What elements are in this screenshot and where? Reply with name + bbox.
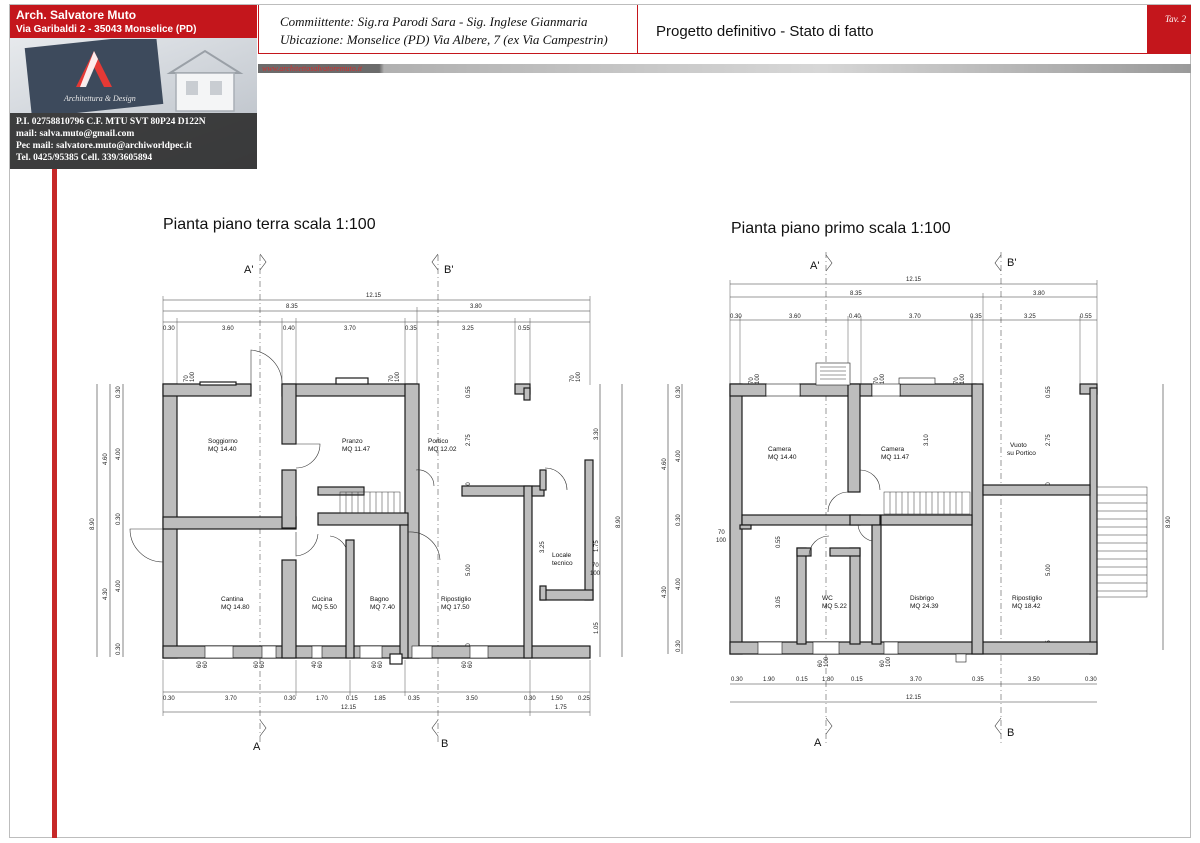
svg-text:8.35: 8.35 [850, 291, 862, 297]
svg-text:3.05: 3.05 [776, 596, 782, 608]
svg-text:3.10: 3.10 [924, 434, 930, 446]
svg-text:0.40: 0.40 [849, 314, 861, 320]
svg-text:100: 100 [716, 538, 727, 544]
ground-walls [163, 378, 593, 664]
room-name: Soggiorno [208, 438, 238, 445]
svg-text:0.55: 0.55 [1080, 314, 1092, 320]
svg-text:100: 100 [824, 656, 830, 667]
svg-text:0.55: 0.55 [518, 326, 530, 332]
room-name: Camera [768, 446, 792, 453]
room-area: MQ 12.02 [428, 446, 457, 453]
room-area: MQ 5.22 [822, 603, 847, 610]
svg-text:12.15: 12.15 [906, 695, 922, 701]
ground-floor-plan [90, 254, 622, 753]
room-area: MQ 18.42 [1012, 603, 1041, 610]
website-link[interactable]: www.architettosalvatoremuto.it [262, 64, 363, 73]
room-name: Ripostiglio [1012, 595, 1042, 602]
svg-text:0.30: 0.30 [284, 696, 296, 702]
svg-text:60: 60 [254, 661, 260, 668]
room-area: MQ 17.50 [441, 604, 470, 611]
studio-name: Arch. Salvatore Muto [16, 8, 137, 22]
svg-text:4.30: 4.30 [103, 588, 109, 600]
room-area: MQ 11.47 [342, 446, 371, 453]
contact-vat: P.I. 02758810796 C.F. MTU SVT 80P24 D122N [16, 117, 206, 127]
studio-address: Via Garibaldi 2 - 35043 Monselice (PD) [16, 24, 197, 35]
svg-text:0.25: 0.25 [578, 696, 590, 702]
ground-floor-title: Pianta piano terra scala 1:100 [163, 216, 376, 233]
svg-text:1.90: 1.90 [763, 677, 775, 683]
svg-text:70: 70 [570, 375, 576, 382]
svg-text:1.75: 1.75 [594, 540, 600, 552]
section-mark: A [814, 737, 822, 749]
section-mark: B' [1007, 257, 1017, 269]
svg-text:1.50: 1.50 [551, 696, 563, 702]
room-area: MQ 14.80 [221, 604, 250, 611]
svg-text:3.70: 3.70 [909, 314, 921, 320]
svg-text:100: 100 [886, 656, 892, 667]
svg-text:12.15: 12.15 [366, 293, 382, 299]
svg-text:0.30: 0.30 [116, 386, 122, 398]
svg-text:100: 100 [590, 571, 601, 577]
svg-text:8.90: 8.90 [1166, 516, 1172, 528]
svg-text:70: 70 [749, 377, 755, 384]
contact-mail: mail: salva.muto@gmail.com [16, 129, 135, 139]
svg-text:60: 60 [378, 661, 384, 668]
svg-text:4.00: 4.00 [676, 450, 682, 462]
section-arrow-icon [260, 254, 266, 270]
svg-text:60: 60 [462, 661, 468, 668]
section-arrow-icon [432, 720, 438, 736]
svg-text:0.30: 0.30 [731, 677, 743, 683]
svg-text:4.00: 4.00 [676, 578, 682, 590]
room-name: Cucina [312, 596, 333, 603]
svg-text:100: 100 [755, 373, 761, 384]
svg-text:3.70: 3.70 [225, 696, 237, 702]
svg-text:0.35: 0.35 [970, 314, 982, 320]
svg-text:3.30: 3.30 [594, 428, 600, 440]
section-arrow-icon [260, 720, 266, 736]
svg-text:4.30: 4.30 [662, 586, 668, 598]
svg-text:0.30: 0.30 [116, 513, 122, 525]
svg-text:100: 100 [190, 371, 196, 382]
svg-text:3.25: 3.25 [540, 541, 546, 553]
room-name: Ripostiglio [441, 596, 471, 603]
svg-text:4.60: 4.60 [103, 453, 109, 465]
svg-text:3.80: 3.80 [470, 304, 482, 310]
room-area: MQ 11.47 [881, 454, 910, 461]
room-name: WC [822, 595, 833, 602]
sheet-number: Tav. 2 [1164, 14, 1186, 24]
section-arrow-icon [826, 718, 832, 734]
svg-text:4.00: 4.00 [116, 580, 122, 592]
svg-text:5.00: 5.00 [466, 564, 472, 576]
svg-text:3.25: 3.25 [1024, 314, 1036, 320]
svg-text:3.80: 3.80 [1033, 291, 1045, 297]
room-name: Cantina [221, 596, 244, 603]
svg-text:1.85: 1.85 [374, 696, 386, 702]
svg-text:0.30: 0.30 [676, 640, 682, 652]
svg-text:2.75: 2.75 [1046, 434, 1052, 446]
svg-text:70: 70 [389, 375, 395, 382]
svg-text:0.35: 0.35 [972, 677, 984, 683]
svg-text:1.80: 1.80 [822, 677, 834, 683]
svg-text:3.60: 3.60 [222, 326, 234, 332]
svg-text:0.35: 0.35 [408, 696, 420, 702]
svg-text:5.00: 5.00 [1046, 564, 1052, 576]
section-mark: B' [444, 264, 454, 276]
svg-text:1.05: 1.05 [594, 622, 600, 634]
svg-text:0.30: 0.30 [1085, 677, 1097, 683]
svg-text:100: 100 [960, 373, 966, 384]
room-area: MQ 14.40 [768, 454, 797, 461]
svg-text:70: 70 [874, 377, 880, 384]
section-arrow-icon [995, 718, 1001, 734]
svg-text:0.15: 0.15 [346, 696, 358, 702]
svg-text:3.70: 3.70 [910, 677, 922, 683]
svg-text:70: 70 [718, 530, 725, 536]
room-name: Disbrigo [910, 595, 934, 602]
section-mark: B [1007, 727, 1015, 739]
section-arrow-icon [995, 255, 1001, 271]
room-area: MQ 7.40 [370, 604, 395, 611]
svg-text:60: 60 [203, 661, 209, 668]
svg-text:3.50: 3.50 [466, 696, 478, 702]
svg-text:4.60: 4.60 [662, 458, 668, 470]
svg-text:60: 60 [318, 661, 324, 668]
location-line: Ubicazione: Monselice (PD) Via Albere, 7 (ex Via Campestrin) [280, 32, 608, 47]
section-arrow-icon [826, 255, 832, 271]
svg-text:0.30: 0.30 [676, 386, 682, 398]
svg-text:70: 70 [184, 375, 190, 382]
svg-text:8.90: 8.90 [616, 516, 622, 528]
svg-text:0.30: 0.30 [116, 643, 122, 655]
svg-text:3.60: 3.60 [789, 314, 801, 320]
svg-text:70: 70 [954, 377, 960, 384]
svg-text:2.75: 2.75 [466, 434, 472, 446]
room-area: su Portico [1007, 450, 1036, 457]
room-name: Pranzo [342, 438, 363, 445]
svg-text:60: 60 [197, 661, 203, 668]
svg-text:0.30: 0.30 [524, 696, 536, 702]
svg-text:4.00: 4.00 [116, 448, 122, 460]
room-name: Bagno [370, 596, 389, 603]
room-area: tecnico [552, 560, 573, 567]
svg-text:40: 40 [312, 661, 318, 668]
svg-text:0.35: 0.35 [405, 326, 417, 332]
first-floor-title: Pianta piano primo scala 1:100 [731, 220, 951, 237]
svg-text:8.35: 8.35 [286, 304, 298, 310]
svg-text:0.55: 0.55 [466, 386, 472, 398]
room-name: Vuoto [1010, 442, 1027, 449]
svg-text:0.30: 0.30 [676, 514, 682, 526]
svg-text:60: 60 [260, 661, 266, 668]
section-mark: A' [244, 264, 254, 276]
svg-text:3.70: 3.70 [344, 326, 356, 332]
section-mark: A [253, 741, 261, 753]
svg-text:0.55: 0.55 [776, 536, 782, 548]
first-walls [730, 384, 1097, 654]
logo-text: Architettura & Design [64, 94, 136, 103]
room-name: Locale [552, 552, 572, 559]
project-title: Progetto definitivo - Stato di fatto [656, 23, 874, 40]
svg-text:60: 60 [818, 660, 824, 667]
section-mark: A' [810, 260, 820, 272]
first-floor-plan [662, 252, 1172, 749]
svg-text:0.30: 0.30 [730, 314, 742, 320]
section-arrow-icon [432, 254, 438, 270]
room-area: MQ 24.39 [910, 603, 939, 610]
contact-phone: Tel. 0425/95385 Cell. 339/3605894 [16, 153, 153, 163]
svg-text:1.70: 1.70 [316, 696, 328, 702]
svg-text:8.90: 8.90 [90, 518, 96, 530]
svg-text:0.30: 0.30 [163, 326, 175, 332]
svg-text:100: 100 [395, 371, 401, 382]
svg-text:100: 100 [880, 373, 886, 384]
svg-text:1.75: 1.75 [555, 705, 567, 711]
svg-text:3.50: 3.50 [1028, 677, 1040, 683]
room-area: MQ 14.40 [208, 446, 237, 453]
contact-pec: Pec mail: salvatore.muto@archiworldpec.it [16, 141, 192, 151]
svg-text:0.30: 0.30 [163, 696, 175, 702]
svg-text:60: 60 [468, 661, 474, 668]
svg-text:12.15: 12.15 [906, 277, 922, 283]
room-area: MQ 5.50 [312, 604, 337, 611]
room-name: Portico [428, 438, 449, 445]
svg-text:100: 100 [576, 371, 582, 382]
svg-text:3.25: 3.25 [462, 326, 474, 332]
svg-text:0.15: 0.15 [796, 677, 808, 683]
svg-text:12.15: 12.15 [341, 705, 357, 711]
section-mark: B [441, 738, 449, 750]
svg-text:60: 60 [880, 660, 886, 667]
svg-text:0.55: 0.55 [1046, 386, 1052, 398]
svg-text:0.15: 0.15 [851, 677, 863, 683]
room-name: Camera [881, 446, 905, 453]
svg-text:60: 60 [372, 661, 378, 668]
client-line: Commiittente: Sig.ra Parodi Sara - Sig. Inglese Gianmaria [280, 14, 588, 29]
svg-text:0.40: 0.40 [283, 326, 295, 332]
svg-text:70: 70 [592, 563, 599, 569]
